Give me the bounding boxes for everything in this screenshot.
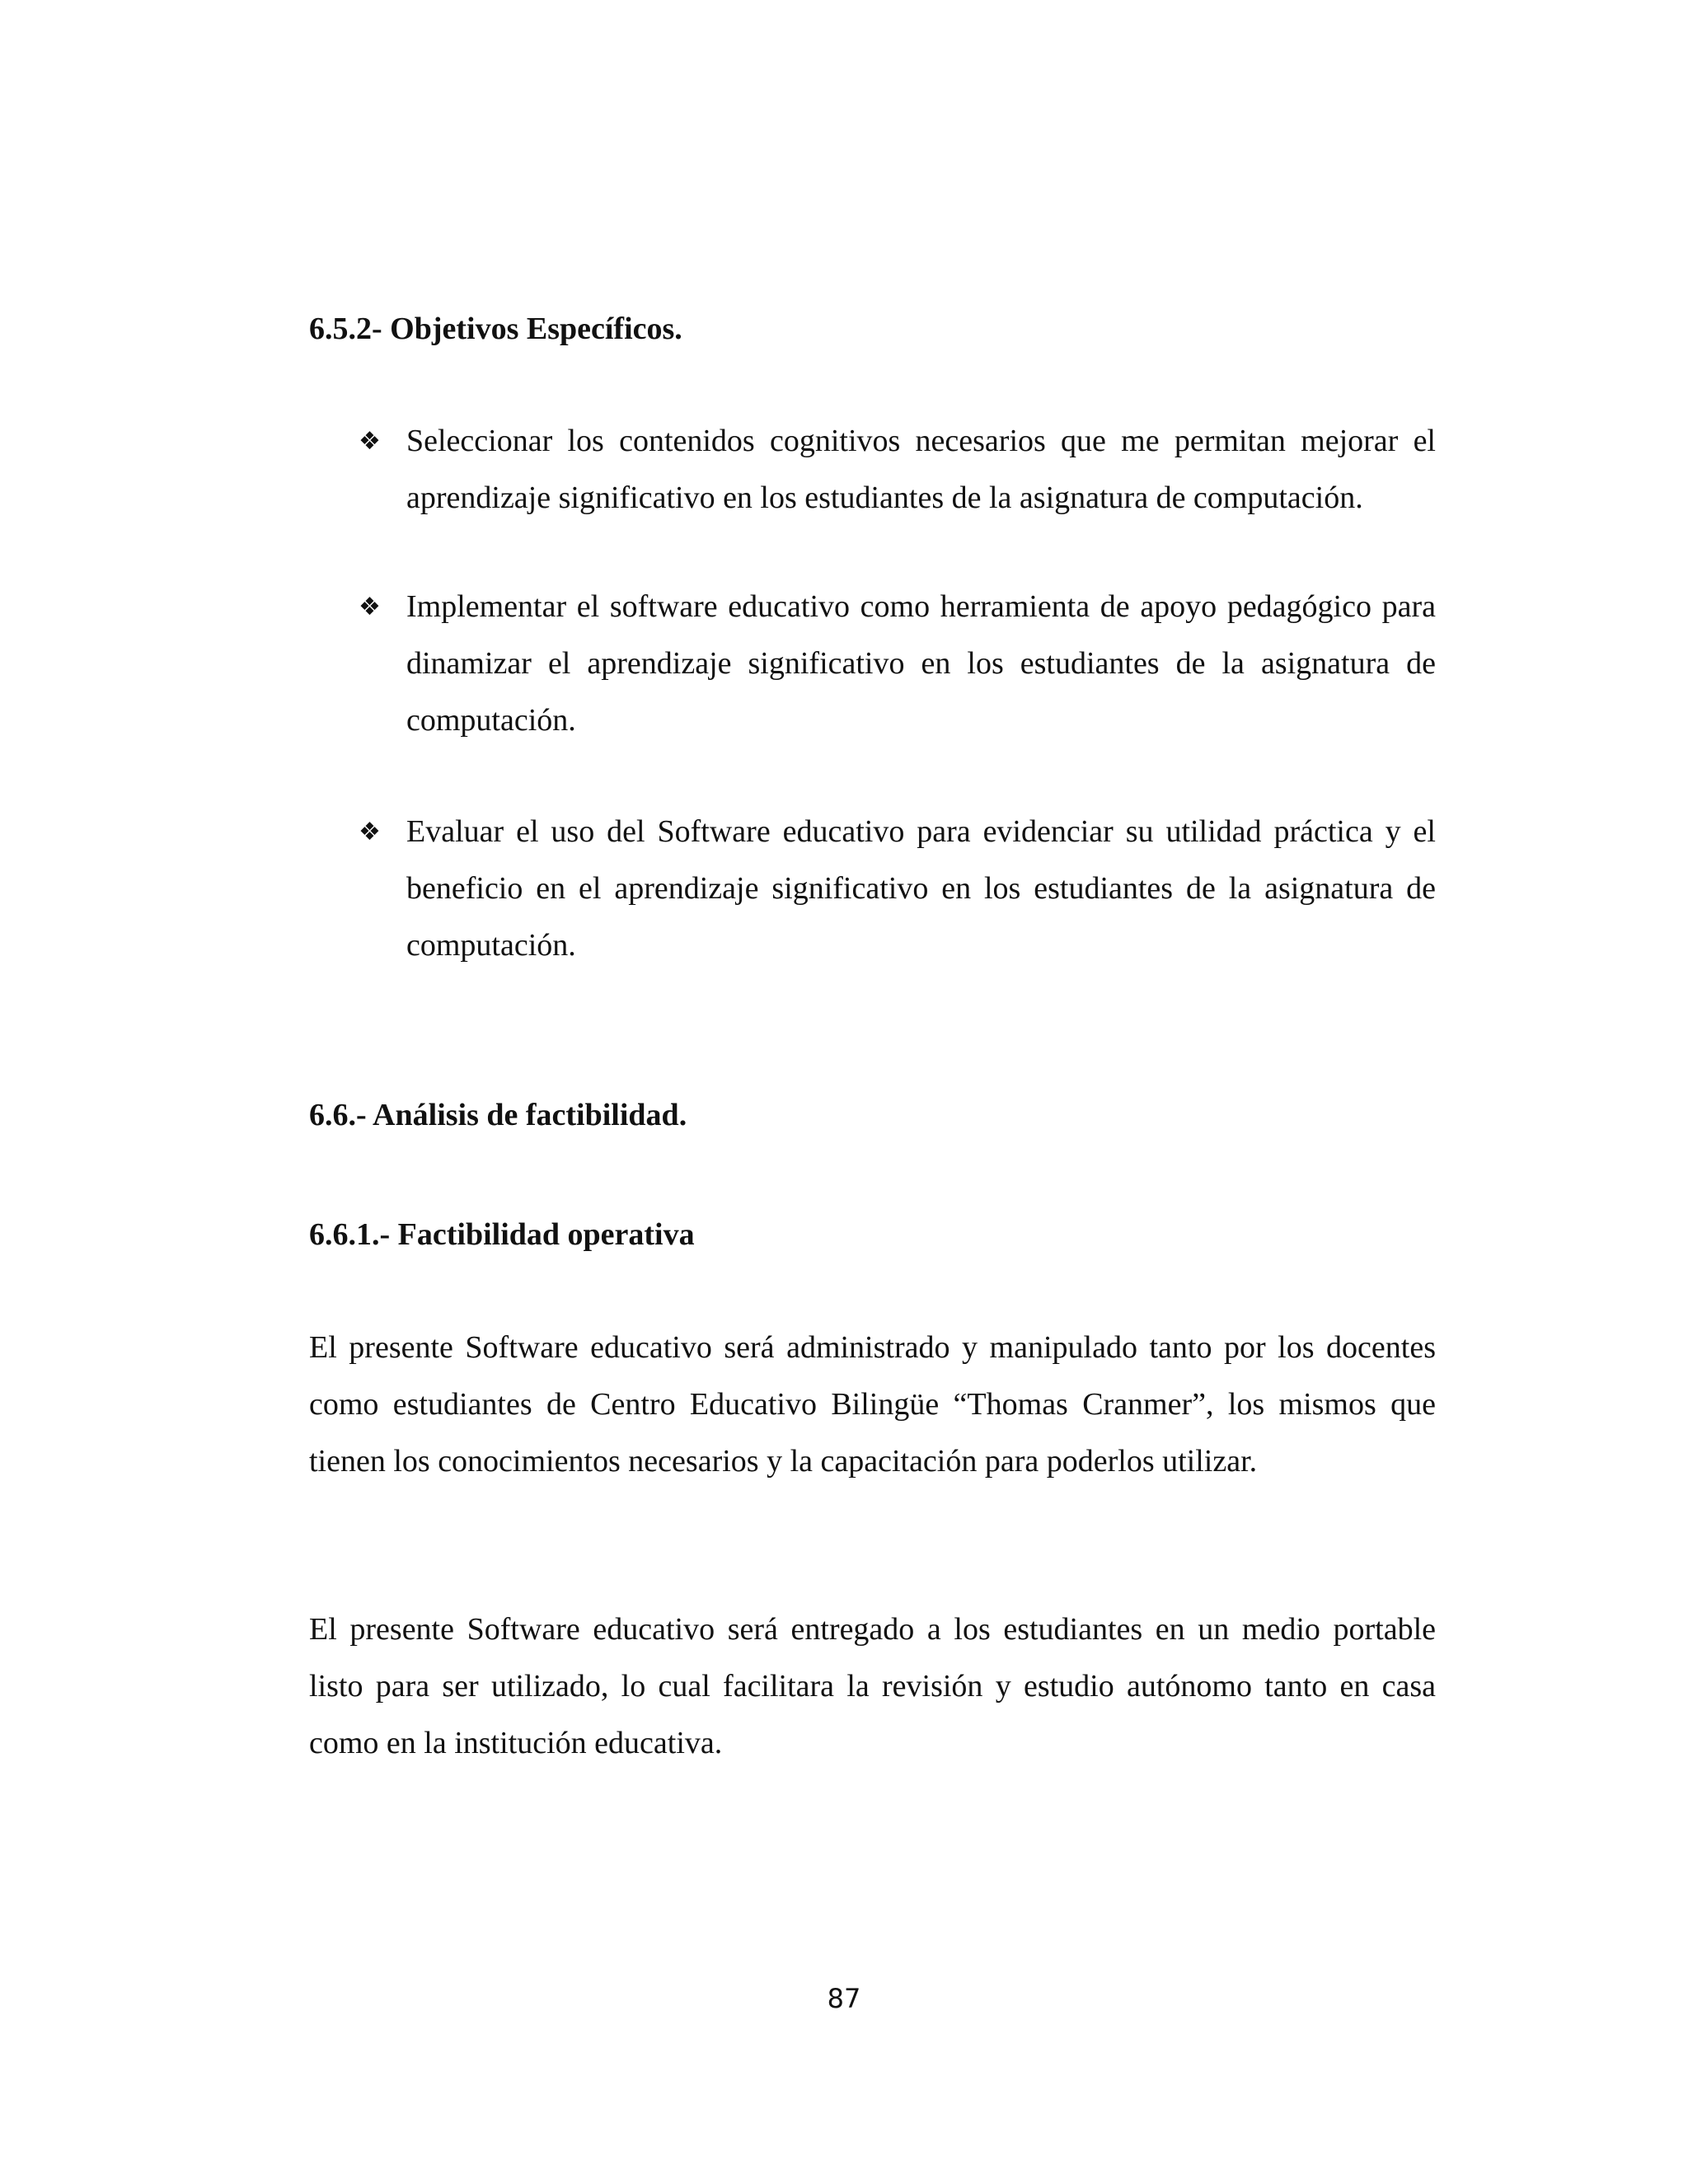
diamond-bullet-icon: ❖ [359, 818, 381, 846]
diamond-bullet-icon: ❖ [359, 593, 381, 621]
page-number: 87 [827, 1983, 861, 2014]
list-item-text: Seleccionar los contenidos cognitivos necesarios que me permitan mejorar el aprendizaje significativo en los estudiantes de la asignatura de computación. [406, 424, 1436, 515]
list-item-text: Implementar el software educativo como herramienta de apoyo pedagógico para dinamizar el aprendizaje significativo en los estudiantes de la asignatura de computación. [406, 589, 1436, 738]
list-item-text: Evaluar el uso del Software educativo para evidenciar su utilidad práctica y el beneficio en el aprendizaje significativo en los estudiantes de la asignatura de computación. [406, 814, 1436, 963]
diamond-bullet-icon: ❖ [359, 427, 381, 456]
heading-factibilidad-operativa: 6.6.1.- Factibilidad operativa [309, 1217, 695, 1252]
paragraph-delivery: El presente Software educativo será entregado a los estudiantes en un medio portable listo para ser utilizado, lo cual facilitara la revisión y estudio autónomo tanto en casa como en la institución educativa. [309, 1612, 1436, 1760]
paragraph-administration: El presente Software educativo será administrado y manipulado tanto por los docentes como estudiantes de Centro Educativo Bilingüe “Thomas Cranmer”, los mismos que tienen los conocimientos necesarios y la capacitación para poderlos utilizar. [309, 1330, 1436, 1479]
heading-analisis-factibilidad: 6.6.- Análisis de factibilidad. [309, 1098, 687, 1132]
heading-objetivos-especificos: 6.5.2- Objetivos Específicos. [309, 312, 682, 346]
